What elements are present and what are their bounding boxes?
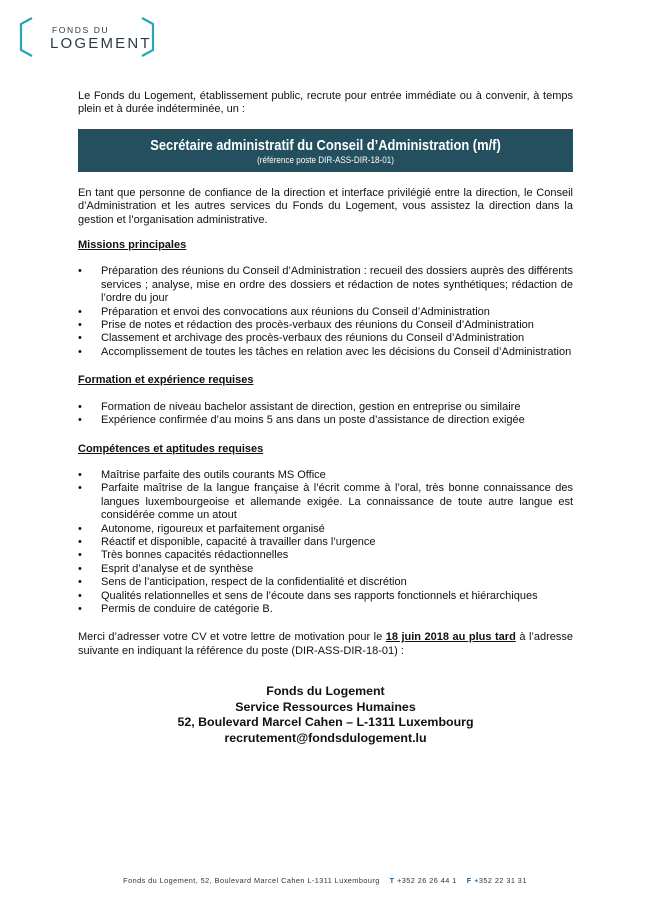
formation-list — [78, 401, 573, 428]
footer-tel: +352 26 26 44 1 — [397, 876, 457, 885]
deadline: 18 juin 2018 au plus tard — [385, 631, 516, 644]
job-description: En tant que personne de confiance de la direction et interface privilégié entre la direction, le Conseil d’Administration et les autres services du Fonds du Logement, vous assistez la direction dans la gestion et l’organisation administrative. — [78, 186, 573, 226]
contact-address — [78, 684, 573, 746]
footer-address: Fonds du Logement, 52, Boulevard Marcel Cahen L-1311 Luxembourg — [123, 876, 380, 885]
list-item: • Maîtrise parfaite des outils courants MS Office — [78, 469, 573, 482]
list-item: • Autonome, rigoureux et parfaitement organisé — [78, 523, 573, 536]
list-item: • Réactif et disponible, capacité à travailler dans l’urgence — [78, 536, 573, 549]
logo — [18, 16, 158, 58]
list-item: • Prise de notes et rédaction des procès-verbaux des réunions du Conseil d’Administration — [78, 319, 573, 332]
list-item: • Classement et archivage des procès-verbaux des réunions du Conseil d’Administration — [78, 332, 573, 345]
list-item: • Préparation et envoi des convocations aux réunions du Conseil d’Administration — [78, 306, 573, 319]
page-footer — [0, 876, 650, 885]
footer-tel-label: T — [389, 876, 395, 885]
intro-text: Le Fonds du Logement, établissement public, recrute pour entrée immédiate ou à convenir, à temps plein et à durée indéterminée, un : — [78, 90, 573, 116]
address-line1: Fonds du Logement — [266, 684, 385, 699]
missions-heading: Missions principales — [78, 239, 187, 252]
list-item: • Qualités relationnelles et sens de l’écoute dans ses rapports fonctionnels et hiérarchiques — [78, 590, 573, 603]
formation-heading: Formation et expérience requises — [78, 374, 254, 387]
list-item: • Parfaite maîtrise de la langue française à l’écrit comme à l’oral, très bonne connaissance des langues luxembourgeoise et allemande exigée. La connaissance de toute autre langue est considérée comme un atout — [78, 482, 573, 522]
job-title-banner — [78, 129, 573, 172]
footer-fax-label: F — [466, 876, 472, 885]
missions-list — [78, 265, 573, 359]
address-email[interactable]: recrutement@fondsdulogement.lu — [224, 730, 427, 745]
list-item: • Permis de conduire de catégorie B. — [78, 603, 573, 616]
list-item: • Expérience confirmée d’au moins 5 ans dans un poste d’assistance de direction exigée — [78, 414, 573, 427]
job-title: Secrétaire administratif du Conseil d’Administration (m/f) — [150, 136, 501, 154]
competences-list — [78, 469, 573, 616]
closing-after: à l’adresse suivante en indiquant la référence du poste (DIR-ASS-DIR-18-01) : — [78, 631, 573, 657]
list-item: • Sens de l’anticipation, respect de la confidentialité et discrétion — [78, 576, 573, 589]
closing-before: Merci d’adresser votre CV et votre lettre de motivation pour le — [78, 631, 386, 644]
document-body — [78, 90, 573, 746]
list-item: • Formation de niveau bachelor assistant de direction, gestion en entreprise ou similaire — [78, 401, 573, 414]
closing-text — [78, 631, 573, 658]
logo-line2: LOGEMENT — [50, 35, 152, 52]
list-item: • Préparation des réunions du Conseil d’Administration : recueil des dossiers auprès des différents services ; analyse, mise en ordre des dossiers et rédaction de notes synthétiques; rédaction de l’ordre du jour — [78, 265, 573, 305]
footer-fax: +352 22 31 31 — [474, 876, 527, 885]
address-line2: Service Ressources Humaines — [235, 699, 416, 714]
list-item: • Accomplissement de toutes les tâches en relation avec les décisions du Conseil d’Administration — [78, 346, 573, 359]
address-line3: 52, Boulevard Marcel Cahen – L-1311 Luxembourg — [177, 715, 474, 730]
competences-heading: Compétences et aptitudes requises — [78, 442, 264, 455]
job-reference: (référence poste DIR-ASS-DIR-18-01) — [257, 154, 394, 165]
list-item: • Très bonnes capacités rédactionnelles — [78, 549, 573, 562]
list-item: • Esprit d’analyse et de synthèse — [78, 563, 573, 576]
logo-line1: FONDS DU — [52, 25, 110, 35]
